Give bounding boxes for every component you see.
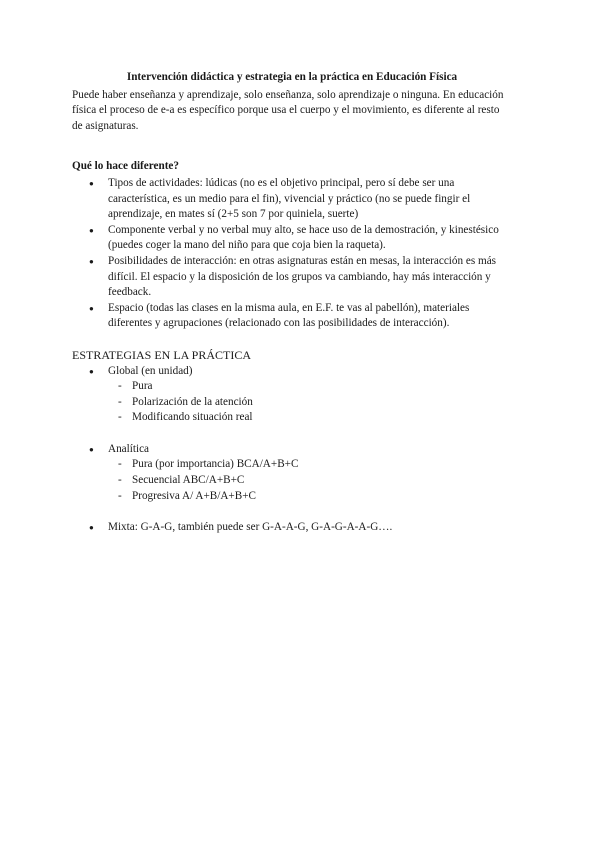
intro-paragraph: Puede haber enseñanza y aprendizaje, solo enseñanza, solo aprendizaje o ninguna. En educación física el proceso de e-a es específico porque usa el cuerpo y el movimiento, es diferente al resto de asignaturas. [72, 88, 504, 132]
differences-list [72, 176, 512, 332]
list-item: ● Tipos de actividades: lúdicas (no es el objetivo principal, pero sí debe ser una característica, es un medio para el fin), vivencial y práctico (no se puede fingir el aprendizaje, en mates sí (2+5 son 7 por quiniela, suerte) [72, 176, 512, 223]
strategies-list [72, 364, 512, 536]
strategy-analitica [72, 442, 512, 504]
strategies-heading: ESTRATEGIAS EN LA PRÁCTICA [72, 347, 252, 362]
list-item: - Modificando situación real [108, 410, 512, 426]
document-title: Intervención didáctica y estrategia en la práctica en Educación Física [126, 71, 458, 83]
strategy-analitica-sublist [108, 457, 512, 504]
strategy-analitica-label: Analítica [108, 442, 150, 455]
list-item: - Polarización de la atención [108, 395, 512, 411]
list-item: ● Espacio (todas las clases en la misma aula, en E.F. te vas al pabellón), materiales diferentes y agrupaciones (relacionado con las posibilidades de interacción). [72, 301, 512, 332]
differences-heading: Qué lo hace diferente? [72, 160, 179, 173]
list-item: ● Componente verbal y no verbal muy alto, se hace uso de la demostración, y kinestésico (puedes coger la mano del niño para que coja bien la raqueta). [72, 223, 512, 254]
strategy-global-label: Global (en unidad) [108, 364, 193, 377]
document-page [72, 70, 512, 536]
list-item: - Progresiva A/ A+B/A+B+C [108, 489, 512, 505]
list-item: - Secuencial ABC/A+B+C [108, 473, 512, 489]
strategy-global-sublist [108, 379, 512, 426]
strategy-mixta: ● Mixta: G-A-G, también puede ser G-A-A-G, G-A-G-A-A-G…. [72, 520, 512, 536]
list-item: - Pura [108, 379, 512, 395]
list-item: ● Posibilidades de interacción: en otras asignaturas están en mesas, la interacción es más difícil. El espacio y la disposición de los grupos va cambiando, hay más interacción y feedback. [72, 254, 512, 301]
list-item: - Pura (por importancia) BCA/A+B+C [108, 457, 512, 473]
strategy-global [72, 364, 512, 426]
